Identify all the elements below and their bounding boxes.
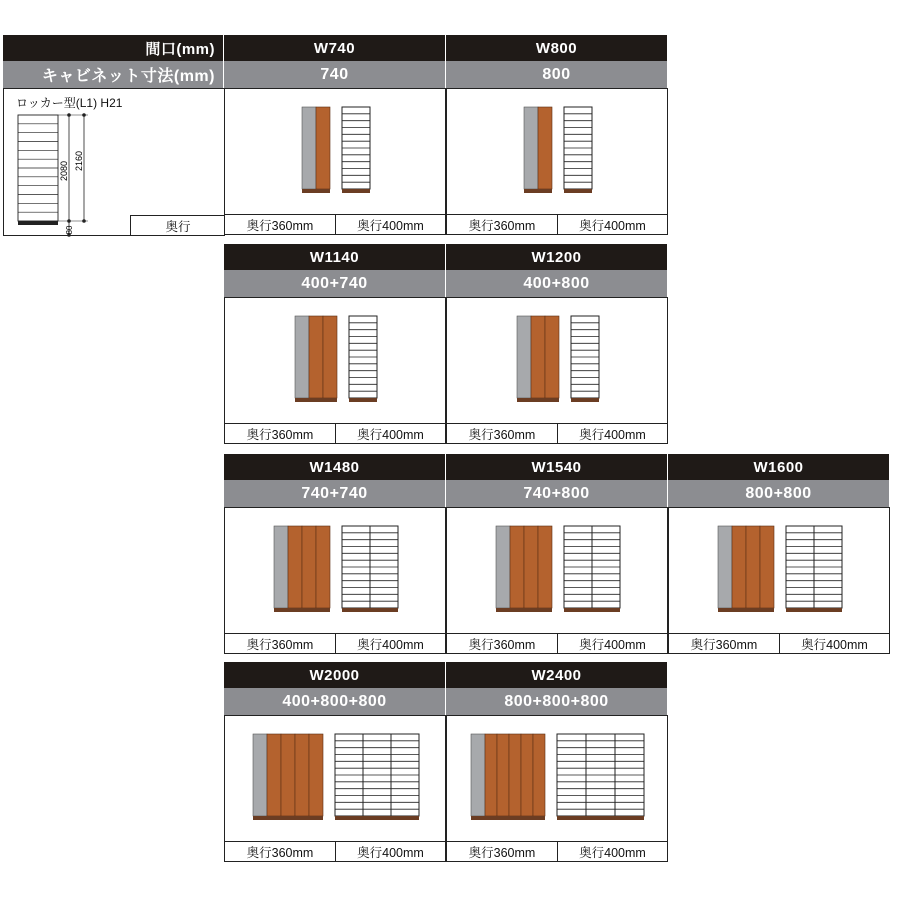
- depth-option-360: 奥行360mm: [446, 841, 558, 862]
- depth-option-400: 奥行400mm: [557, 633, 668, 654]
- locker-shelves: [18, 115, 58, 225]
- plinth: [524, 189, 552, 193]
- depth-option-360: 奥行360mm: [224, 423, 336, 444]
- side-panel: [524, 107, 538, 189]
- elevation-360: [496, 526, 552, 612]
- side-panel: [274, 526, 288, 608]
- elevation-360: [295, 316, 337, 402]
- depth-option-360: 奥行360mm: [446, 633, 558, 654]
- cabinet-size-text: 740+800: [523, 484, 590, 502]
- depth-option-400: 奥行400mm: [779, 633, 890, 654]
- depth-option-400: 奥行400mm: [335, 841, 446, 862]
- cabinet-drawing: [447, 508, 668, 633]
- wood-door: [497, 734, 509, 816]
- model-header: [668, 454, 889, 480]
- wood-door: [524, 526, 538, 608]
- plinth: [342, 608, 398, 612]
- side-panel: [471, 734, 485, 816]
- cabinet-drawing: [225, 89, 446, 214]
- wood-door: [545, 316, 559, 398]
- dim-inner-text: 2080: [59, 160, 69, 182]
- depth-option-360: 奥行360mm: [224, 214, 336, 235]
- depth-option-360: 奥行360mm: [446, 423, 558, 444]
- wood-door: [302, 526, 316, 608]
- cabinet-size-text: 740+740: [301, 484, 368, 502]
- cabinet-drawing: [669, 508, 890, 633]
- model-header: [446, 244, 667, 270]
- depth-option-360: 奥行360mm: [224, 841, 336, 862]
- dim-base-text: 80: [65, 225, 74, 235]
- header-cabinet-label: [3, 61, 223, 88]
- plinth: [517, 398, 559, 402]
- model-cabinet-size: [446, 270, 667, 297]
- depth-option-400: 奥行400mm: [335, 633, 446, 654]
- depth-option-360: 奥行360mm: [446, 214, 558, 235]
- cabinet-drawing: [447, 298, 668, 423]
- elevation-400: [557, 734, 644, 820]
- model-name: W1600: [753, 458, 804, 476]
- locker-title: ロッカー型(L1) H21: [16, 96, 123, 110]
- elevation-400: [342, 107, 370, 193]
- plinth: [302, 189, 330, 193]
- model-drawing-panel: [446, 88, 668, 234]
- wood-door: [746, 526, 760, 608]
- elevation-400: [564, 526, 620, 612]
- model-drawing-panel: [224, 88, 446, 234]
- plinth: [557, 816, 644, 820]
- plinth: [253, 816, 323, 820]
- model-header: [224, 35, 445, 61]
- wood-door: [288, 526, 302, 608]
- plinth: [342, 189, 370, 193]
- wood-door: [267, 734, 281, 816]
- plinth: [496, 608, 552, 612]
- model-drawing-panel: [224, 507, 446, 653]
- width-label-text: 間口(mm): [145, 40, 215, 58]
- wood-door: [510, 526, 524, 608]
- model-drawing-panel: [446, 297, 668, 443]
- wood-door: [295, 734, 309, 816]
- side-panel: [253, 734, 267, 816]
- plinth: [295, 398, 337, 402]
- wood-door: [533, 734, 545, 816]
- depth-option-360: 奥行360mm: [668, 633, 780, 654]
- plinth: [335, 816, 419, 820]
- model-name: W740: [313, 39, 356, 57]
- model-cabinet-size: [224, 480, 445, 507]
- model-name: W2000: [309, 666, 360, 684]
- cabinet-size-text: 800: [542, 65, 571, 83]
- depth-option-360: 奥行360mm: [224, 633, 336, 654]
- model-name: W1200: [531, 248, 582, 266]
- elevation-400: [786, 526, 842, 612]
- side-panel: [295, 316, 309, 398]
- wood-door: [732, 526, 746, 608]
- plinth: [786, 608, 842, 612]
- wood-door: [538, 526, 552, 608]
- model-name: W1540: [531, 458, 582, 476]
- wood-door: [309, 734, 323, 816]
- elevation-360: [253, 734, 323, 820]
- plinth: [564, 189, 592, 193]
- model-name: W2400: [531, 666, 582, 684]
- wood-door: [521, 734, 533, 816]
- model-cabinet-size: [224, 270, 445, 297]
- model-header: [224, 244, 445, 270]
- wood-door: [760, 526, 774, 608]
- elevation-400: [349, 316, 377, 402]
- cabinet-size-text: 740: [320, 65, 349, 83]
- wood-door: [323, 316, 337, 398]
- cabinet-drawing: [225, 508, 446, 633]
- model-cabinet-size: [446, 61, 667, 88]
- model-header: [446, 454, 667, 480]
- model-cabinet-size: [224, 61, 445, 88]
- depth-option-400: 奥行400mm: [557, 423, 668, 444]
- cabinet-drawing: [225, 298, 446, 423]
- elevation-360: [471, 734, 545, 820]
- model-name: W800: [535, 39, 578, 57]
- plinth: [564, 608, 620, 612]
- model-cabinet-size: [446, 688, 667, 715]
- model-cabinet-size: [224, 688, 445, 715]
- side-panel: [302, 107, 316, 189]
- model-header: [446, 35, 667, 61]
- model-cabinet-size: [446, 480, 667, 507]
- plinth: [571, 398, 599, 402]
- header-width-label: [3, 35, 223, 61]
- wood-door: [485, 734, 497, 816]
- depth-option-400: 奥行400mm: [557, 841, 668, 862]
- model-drawing-panel: [224, 715, 446, 861]
- cabinet-size-text: 400+800: [523, 274, 590, 292]
- depth-option-400: 奥行400mm: [335, 214, 446, 235]
- locker-dimension-drawing: [12, 111, 112, 241]
- elevation-400: [335, 734, 419, 820]
- model-name: W1140: [309, 248, 360, 266]
- model-drawing-panel: [668, 507, 890, 653]
- model-header: [224, 662, 445, 688]
- side-panel: [517, 316, 531, 398]
- model-header: [446, 662, 667, 688]
- depth-label-cell: [130, 215, 225, 236]
- model-cabinet-size: [668, 480, 889, 507]
- side-panel: [496, 526, 510, 608]
- dim-total-text: 2160: [74, 150, 84, 172]
- wood-door: [509, 734, 521, 816]
- cabinet-size-text: 400+800+800: [282, 692, 387, 710]
- cabinet-label-text: キャビネット寸法(mm): [41, 68, 215, 85]
- wood-door: [309, 316, 323, 398]
- side-panel: [718, 526, 732, 608]
- locker-legend-panel: [3, 88, 225, 236]
- wood-door: [316, 107, 330, 189]
- cabinet-drawing: [225, 716, 446, 841]
- elevation-360: [718, 526, 774, 612]
- cabinet-drawing: [447, 716, 668, 841]
- elevation-360: [302, 107, 330, 193]
- model-drawing-panel: [224, 297, 446, 443]
- elevation-360: [517, 316, 559, 402]
- plinth: [471, 816, 545, 820]
- elevation-400: [342, 526, 398, 612]
- wood-door: [538, 107, 552, 189]
- cabinet-size-text: 400+740: [301, 274, 368, 292]
- elevation-400: [564, 107, 592, 193]
- plinth: [718, 608, 774, 612]
- cabinet-size-text: 800+800: [745, 484, 812, 502]
- depth-option-400: 奥行400mm: [557, 214, 668, 235]
- wood-door: [531, 316, 545, 398]
- model-drawing-panel: [446, 507, 668, 653]
- elevation-360: [274, 526, 330, 612]
- plinth: [349, 398, 377, 402]
- model-name: W1480: [309, 458, 360, 476]
- depth-option-400: 奥行400mm: [335, 423, 446, 444]
- cabinet-drawing: [447, 89, 668, 214]
- model-header: [224, 454, 445, 480]
- model-drawing-panel: [446, 715, 668, 861]
- elevation-400: [571, 316, 599, 402]
- wood-door: [281, 734, 295, 816]
- elevation-360: [524, 107, 552, 193]
- cabinet-size-text: 800+800+800: [504, 692, 609, 710]
- wood-door: [316, 526, 330, 608]
- depth-label-text: 奥行: [165, 220, 191, 234]
- plinth: [274, 608, 330, 612]
